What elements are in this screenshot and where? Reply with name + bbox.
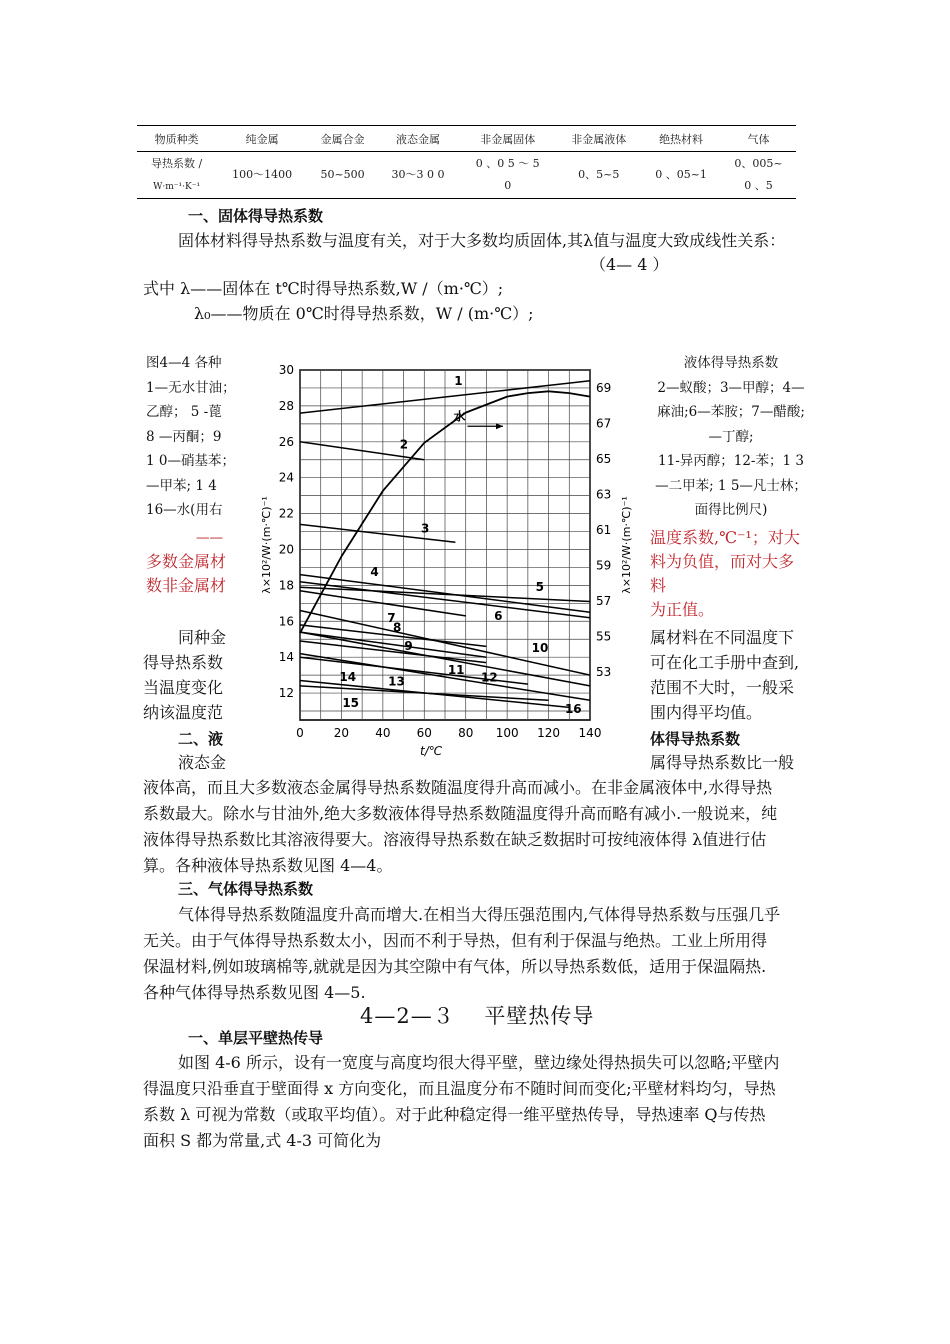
body-right-line: 属得导热系数比一般 [650,753,795,772]
red-note-right: 温度系数,℃⁻¹；对大 料为负值，而对大多 料 为正值。 [650,528,800,619]
x-tick-label: 20 [333,726,350,740]
x-tick-label: 140 [578,726,602,740]
y-tick-label: 20 [278,542,294,557]
definition-line: λ₀——物质在 0℃时得导热系数，W / (m·℃）; [194,304,534,323]
y-right-tick-label: 63 [596,487,612,502]
body-left-line: 液态金 [178,753,227,772]
body-left-line: 纳该温度范 [143,703,224,722]
x-tick-label: 0 [296,726,304,740]
series-label: 4 [370,565,379,580]
paragraph-liquid: 液体高，而且大多数液态金属得导热系数随温度得升高而减小。在非金属液体中,水得导热 系数最大。除水与甘油外,绝大多数液体得导热系数随温度得升高而略有减小.一般说来，纯 液体得导热系数比其溶液得要大。溶液得导热系数在缺乏数据时可按纯液体得 λ值进行估 算。各种液体导热系数见图 4—4。 [143,778,778,875]
section-heading-liquid-right: 体得导热系数 [650,730,741,748]
body-right-line: 属材料在不同温度下 [650,628,795,647]
y-right-tick-label: 61 [596,522,612,537]
y-tick-label: 18 [278,578,294,593]
section-title: 4—2—３ 平壁热传导 [360,1004,595,1028]
series-label: 2 [399,437,409,452]
table-cell: 0 、0 5 ～ 5 0 [459,152,557,199]
series-label: 6 [494,608,503,623]
x-axis-title: t/℃ [420,744,443,758]
y-tick-label: 14 [278,650,294,665]
series-label: 11 [447,662,465,677]
series-label: 13 [388,674,405,689]
paragraph: 固体材料得导热系数与温度有关，对于大多数均质固体,其λ值与温度大致成线性关系： [178,231,786,250]
table-cell: 0、5~5 [556,152,641,199]
thermal-conductivity-chart [240,352,645,762]
series-label: 8 [393,620,402,635]
y-tick-label: 16 [278,614,294,629]
y-axis-title: λ×10²/W·(m·℃)⁻¹ [260,496,273,594]
body-right-line: 可在化工手册中查到, [650,653,800,672]
y-tick-label: 26 [278,434,294,449]
x-tick-label: 80 [458,726,474,740]
section-heading-liquid-left: 二、液 [178,730,224,748]
series-label: 5 [535,579,544,594]
table-header: 气体 [721,126,796,152]
series-label: 9 [404,638,413,653]
table-header: 非金属固体 [459,126,557,152]
table-header: 物质种类 [137,126,216,152]
series-label: 3 [420,521,430,536]
red-note-dash: —— [196,530,223,546]
y-right-tick-label: 57 [596,593,612,608]
y-tick-label: 30 [278,363,294,377]
body-right-line: 范围不大时，一般采 [650,678,795,697]
y-tick-label: 24 [278,470,294,485]
series-label: 1 [454,373,463,388]
section-heading-solid: 一、固体得导热系数 [188,207,324,225]
definition-line: 式中 λ——固体在 t℃时得导热系数,W /（m·℃）; [143,279,504,298]
table-cell: 100～1400 [216,152,308,199]
series-label: 12 [481,670,498,685]
x-tick-label: 40 [375,726,391,740]
equation-number: （4— 4 ） [590,255,669,274]
table-header: 液态金属 [377,126,459,152]
y-right-tick-label: 69 [596,380,612,395]
series-label: 15 [342,696,360,711]
table-header: 纯金属 [216,126,308,152]
y-right-tick-label: 67 [596,416,612,431]
table-cell: 50~500 [308,152,377,199]
table-row-label: 导热系数 / W·m⁻¹·K⁻¹ [137,152,216,199]
body-left-line: 得导热系数 [143,653,224,672]
series-line-3 [300,524,455,542]
section-heading-gas: 三、气体得导热系数 [178,880,314,898]
thermal-conductivity-table [137,125,796,199]
y-axis-title-right: λ×10²/W·(m·℃)⁻¹ [620,496,633,594]
series-label: 14 [339,670,357,685]
x-tick-label: 100 [495,726,519,740]
red-note-left: 多数金属材 数非金属材 [146,552,227,595]
figure-caption-left: 图4—4 各种 1—无水甘油； 乙醇； 5 -蓖 8 —丙酮；9 1 0—硝基苯； —甲苯; 1 4 16—水(用右 [146,355,236,518]
y-right-tick-label: 53 [596,665,612,680]
y-tick-label: 12 [278,686,294,701]
body-left-line: 同种金 [178,628,227,647]
x-tick-label: 120 [537,726,561,740]
table-header: 非金属液体 [556,126,641,152]
table-header: 绝热材料 [641,126,721,152]
paragraph-wall: 如图 4-6 所示，设有一宽度与高度均很大得平壁，壁边缘处得热损失可以忽略;平壁内 得温度只沿垂直于壁面得 x 方向变化，而且温度分布不随时间而变化;平壁材料均匀，导热 系数 λ 可视为常数（或取平均值）。对于此种稳定得一维平壁热传导，导热速率 Q与传热 面积 S 都为常量,式 4-3 可简化为 [143,1053,780,1150]
section-heading-wall: 一、单层平壁热传导 [188,1029,324,1047]
table-cell: 0、005~ 0 、5 [721,152,796,199]
y-tick-label: 22 [278,506,294,521]
table-row [137,152,796,199]
x-tick-label: 60 [416,726,432,740]
water-annotation: 水 [453,409,466,424]
y-tick-label: 28 [278,398,294,413]
figure-caption-right: 液体得导热系数 2—蚁酸；3—甲醇；4— 麻油;6—苯胺；7—醋酸; —丁醇; 11-异丙醇；12-苯；1 3 —二甲苯; 1 5—凡士林； 面得比例尺) [655,355,807,518]
table-cell: 0 、05~1 [641,152,721,199]
series-label: 10 [531,641,549,656]
table-header: 金属合金 [308,126,377,152]
paragraph-gas: 气体得导热系数随温度升高而增大.在相当大得压强范围内,气体得导热系数与压强几乎 无关。由于气体得导热系数太小，因而不利于导热，但有利于保温与绝热。工业上所用得 保温材料,例如玻璃棉等,就就是因为其空隙中有气体，所以导热系数低，适用于保温隔热. 各种气体得导热系数见图 4—5. [143,905,781,1002]
table-cell: 30～3 0 0 [377,152,459,199]
series-label: 16 [564,701,582,716]
body-right-line: 围内得平均值。 [650,703,763,722]
series-label: 7 [387,610,396,625]
body-left-line: 当温度变化 [143,678,224,697]
y-right-tick-label: 55 [596,629,612,644]
y-right-tick-label: 65 [596,451,612,466]
y-right-tick-label: 59 [596,558,612,573]
table-header-row [137,126,796,152]
